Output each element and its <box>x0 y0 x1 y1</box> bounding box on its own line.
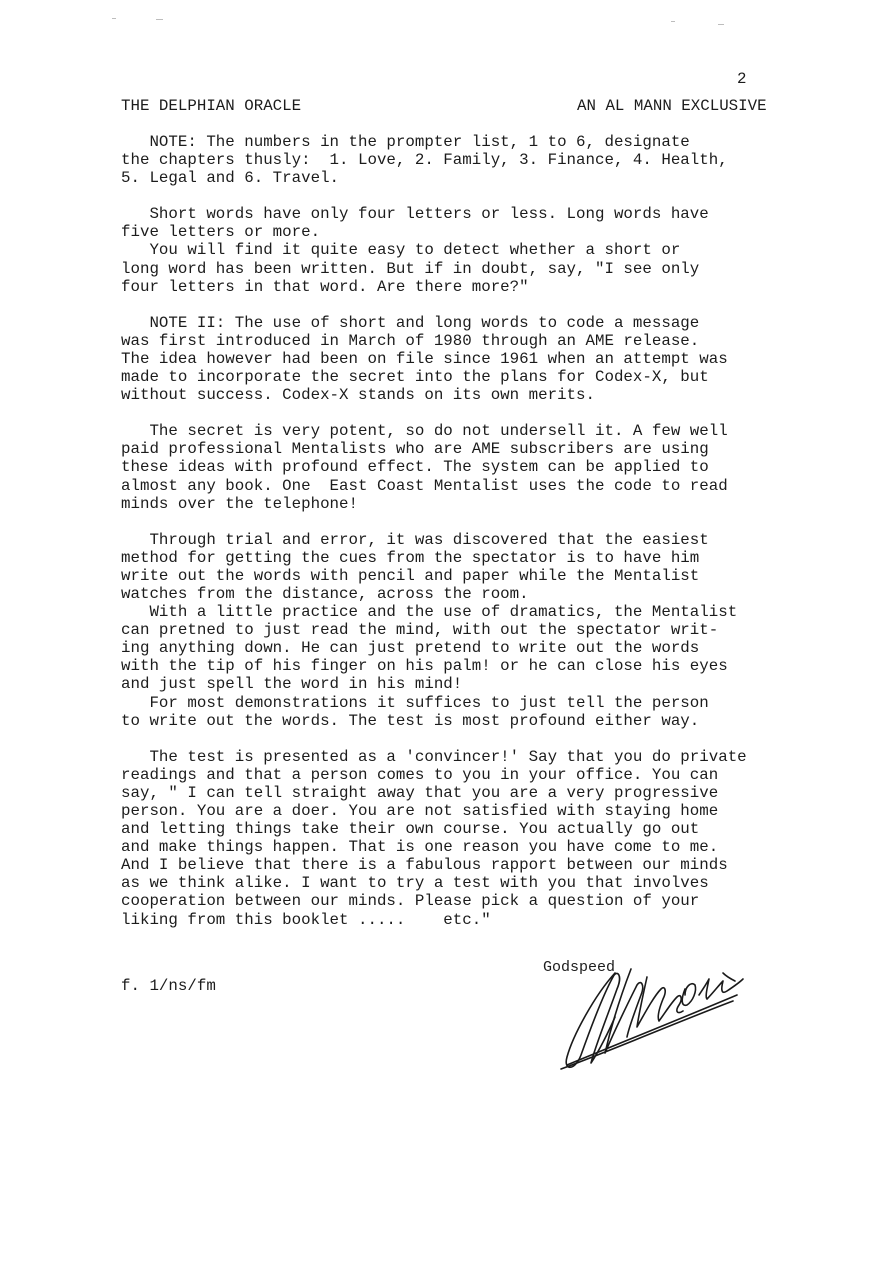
text-line: five letters or more. <box>121 223 321 242</box>
text-line: Short words have only four letters or less. Long words have <box>121 205 709 224</box>
text-line: For most demonstrations it suffices to just tell the person <box>121 693 709 712</box>
text-line: And I believe that there is a fabulous rapport between our minds <box>121 856 728 875</box>
text-line: cooperation between our minds. Please pick a question of your <box>121 892 700 911</box>
convincer-paragraph <box>121 748 881 929</box>
text-line: 5. Legal and 6. Travel. <box>121 169 340 188</box>
text-line: four letters in that word. Are there more?" <box>121 277 529 296</box>
text-line: paid professional Mentalists who are AME subscribers are using <box>121 440 709 459</box>
text-line: almost any book. One East Coast Mentalist uses the code to read <box>121 476 728 495</box>
scan-speck <box>112 18 116 19</box>
text-line: NOTE: The numbers in the prompter list, 1 to 6, designate <box>121 133 690 151</box>
secret-potent-paragraph <box>121 422 881 512</box>
short-long-words-paragraph <box>121 205 881 295</box>
text-line: and make things happen. That is one reason you have come to me. <box>121 838 719 857</box>
text-line: ing anything down. He can just pretend to write out the words <box>121 639 700 658</box>
text-line: long word has been written. But if in doubt, say, "I see only <box>121 259 700 278</box>
scan-speck <box>671 21 675 22</box>
text-line: the chapters thusly: 1. Love, 2. Family, 3. Finance, 4. Health, <box>121 151 728 170</box>
body-text <box>121 133 881 947</box>
text-line: say, " I can tell straight away that you are a very progressive <box>121 783 719 802</box>
text-line: readings and that a person comes to you in your office. You can <box>121 765 719 784</box>
scan-speck <box>156 19 163 20</box>
text-line: and letting things take their own course. You actually go out <box>121 820 700 839</box>
text-line: was first introduced in March of 1980 through an AME release. <box>121 331 700 350</box>
text-line: and just spell the word in his mind! <box>121 675 463 694</box>
note-chapters-paragraph <box>121 133 881 187</box>
scan-speck <box>718 24 724 25</box>
handwritten-signature <box>555 955 745 1075</box>
text-line: You will find it quite easy to detect whether a short or <box>121 241 681 260</box>
text-line: person. You are a doer. You are not satisfied with staying home <box>121 802 719 820</box>
text-line: write out the words with pencil and paper while the Mentalist <box>121 566 700 585</box>
text-line: as we think alike. I want to try a test with you that involves <box>121 874 709 893</box>
text-line: NOTE II: The use of short and long words to code a message <box>121 313 700 332</box>
document-byline: AN AL MANN EXCLUSIVE <box>577 97 767 115</box>
text-line: With a little practice and the use of dramatics, the Mentalist <box>121 603 738 622</box>
text-line: to write out the words. The test is most profound either way. <box>121 711 700 730</box>
note-two-paragraph <box>121 314 881 404</box>
text-line: The idea however had been on file since 1961 when an attempt was <box>121 349 728 368</box>
document-title: THE DELPHIAN ORACLE <box>121 97 302 115</box>
reference-initials: f. 1/ns/fm <box>121 977 216 995</box>
text-line: method for getting the cues from the spectator is to have him <box>121 548 700 567</box>
text-line: can pretned to just read the mind, with out the spectator writ- <box>121 621 719 640</box>
text-line: watches from the distance, across the room. <box>121 584 529 603</box>
text-line: minds over the telephone! <box>121 494 358 513</box>
trial-and-error-paragraph <box>121 531 881 730</box>
text-line: with the tip of his finger on his palm! or he can close his eyes <box>121 657 728 676</box>
text-line: these ideas with profound effect. The system can be applied to <box>121 458 709 477</box>
text-line: liking from this booklet ..... etc." <box>121 910 491 929</box>
closing-word: Godspeed <box>543 959 616 976</box>
page-number: 2 <box>737 70 747 88</box>
text-line: The secret is very potent, so do not undersell it. A few well <box>121 422 728 441</box>
text-line: made to incorporate the secret into the plans for Codex-X, but <box>121 368 709 387</box>
text-line: The test is presented as a 'convincer!' Say that you do private <box>121 747 747 766</box>
text-line: without success. Codex-X stands on its own merits. <box>121 386 595 405</box>
text-line: Through trial and error, it was discovered that the easiest <box>121 530 709 549</box>
